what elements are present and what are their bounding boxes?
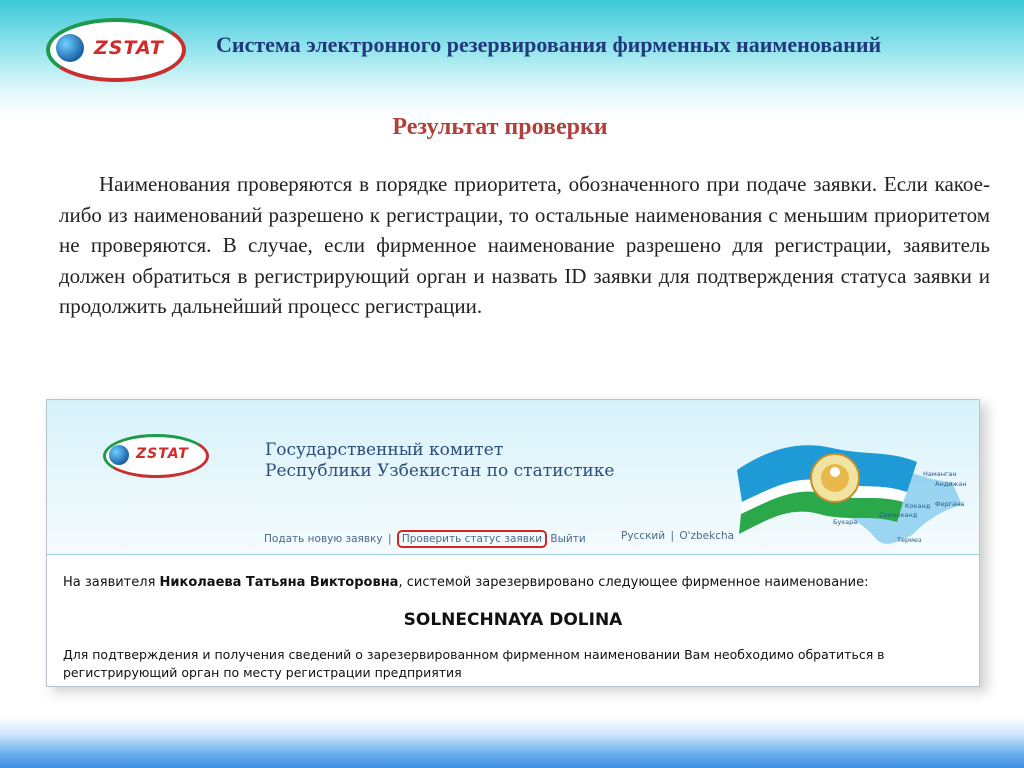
slide-logo	[46, 18, 186, 82]
globe-icon	[56, 34, 84, 62]
lang-separator: |	[670, 530, 674, 542]
map-city-bukhara: Бухара	[833, 518, 858, 526]
section-title: Результат проверки	[392, 114, 608, 140]
map-city-kokand: Коканд	[905, 502, 931, 510]
slide-title: Система электронного резервирования фирменных наименований	[216, 32, 882, 57]
map-city-fergana: Фергана	[935, 500, 965, 508]
body-paragraph: Наименования проверяются в порядке приоритета, обозначенного при подаче заявки. Если какое-либо из наименований разрешено к регистрации, то остальные наименования с меньшим приоритетом не проверяются. В случае, если фирменное наименование разрешено для регистрации, заявитель должен обратиться в регистрирующий орган и назвать ID заявки для подтверждения статуса заявки и продолжить дальнейший процесс регистрации.	[59, 172, 990, 318]
site-logo-text: ZSTAT	[136, 446, 189, 462]
nav-separator: |	[387, 533, 392, 545]
organization-name	[265, 440, 614, 482]
embedded-screenshot	[46, 399, 980, 687]
nav-logout[interactable]: Выйти	[550, 533, 586, 545]
nav-check-status[interactable]: Проверить статус заявки	[397, 530, 547, 548]
bottom-gradient-band	[0, 716, 1024, 768]
applicant-prefix: На заявителя	[63, 575, 156, 590]
map-city-namangan: Наманган	[923, 470, 957, 478]
lang-ru[interactable]: Русский	[621, 530, 666, 542]
map-city-termez: Термез	[897, 536, 922, 544]
applicant-name: Николаева Татьяна Викторовна	[159, 575, 399, 590]
site-header	[47, 400, 979, 555]
map-city-andijan: Андижан	[935, 480, 967, 488]
map-city-samarkand: Самарканд	[879, 511, 918, 519]
nav-new-application[interactable]: Подать новую заявку	[264, 533, 383, 545]
uzbekistan-map-flag	[737, 410, 977, 550]
logo-text: ZSTAT	[94, 37, 164, 59]
globe-icon	[109, 445, 129, 465]
applicant-suffix: , системой зарезервировано следующее фирменное наименование:	[398, 575, 869, 590]
main-nav	[264, 530, 586, 548]
applicant-line	[63, 575, 869, 590]
org-line-1: Государственный комитет	[265, 440, 504, 460]
org-line-2: Республики Узбекистан по статистике	[265, 461, 615, 481]
language-switch	[621, 530, 734, 542]
confirmation-note: Для подтверждения и получения сведений о зарезервированном фирменном наименовании Вам необходимо обратиться в регистрирующий орган по месту регистрации предприятия	[63, 647, 885, 680]
site-logo[interactable]	[103, 434, 213, 484]
lang-uz[interactable]: O'zbekcha	[679, 530, 735, 542]
reserved-company-name: SOLNECHNAYA DOLINA	[403, 610, 623, 630]
